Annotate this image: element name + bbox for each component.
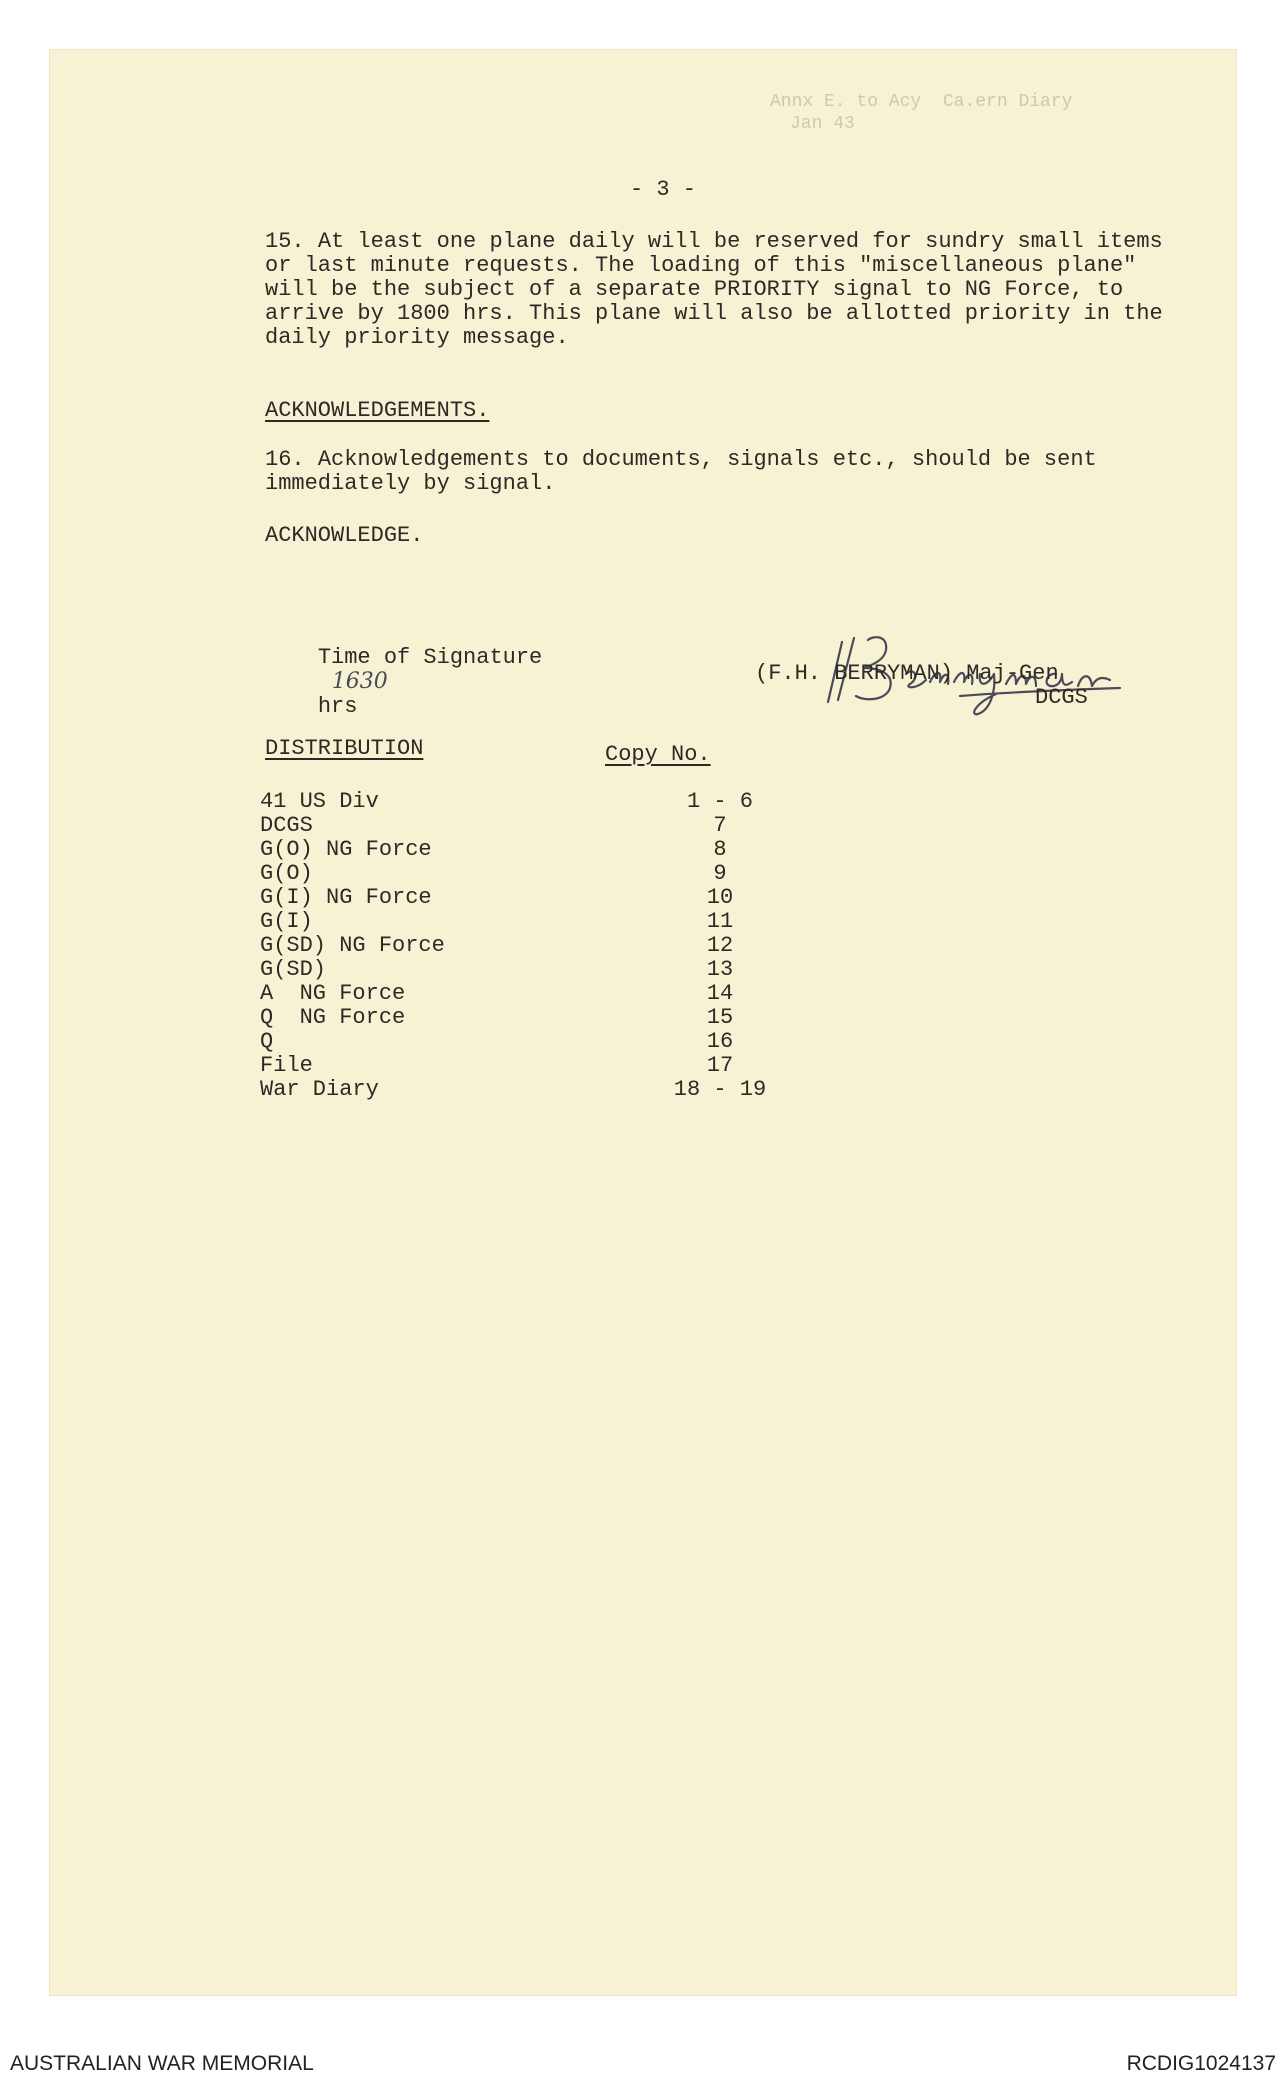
paragraph-15 bbox=[265, 230, 1195, 350]
distribution-row bbox=[260, 790, 780, 814]
distribution-row bbox=[260, 1054, 780, 1078]
distribution-recipient: G(SD) bbox=[260, 957, 327, 982]
distribution-copy-number: 1 - 6 bbox=[686, 789, 753, 814]
faint-header-line1: Annx E. to Acy Ca.ern Diary bbox=[770, 92, 1073, 112]
distribution-recipient: File bbox=[260, 1053, 313, 1078]
acknowledge-line: ACKNOWLEDGE. bbox=[265, 523, 424, 548]
acknowledgements-heading: ACKNOWLEDGEMENTS. bbox=[265, 398, 490, 423]
distribution-recipient: DCGS bbox=[260, 813, 313, 838]
distribution-row bbox=[260, 862, 780, 886]
distribution-row bbox=[260, 1030, 780, 1054]
time-of-signature-value: 1630 bbox=[331, 669, 388, 694]
distribution-copy-number: 17 bbox=[706, 1053, 734, 1078]
distribution-row bbox=[260, 934, 780, 958]
faint-header-line2: Jan 43 bbox=[790, 114, 855, 134]
distribution-row bbox=[260, 886, 780, 910]
paragraph-15-number: 15. bbox=[265, 229, 305, 254]
paragraph-16-number: 16. bbox=[265, 447, 305, 472]
distribution-recipient: 41 US Div bbox=[260, 789, 379, 814]
paragraph-15-text: At least one plane daily will be reserved for sundry small items or last minute requests. The loading of this "miscellaneous plane" will be the subject of a separate PRIORITY signal to NG Force, to arrive by 1800 hrs. This plane will also be allotted priority in the daily priority message. bbox=[265, 229, 1163, 350]
footer-left: AUSTRALIAN WAR MEMORIAL bbox=[10, 2052, 314, 2075]
distribution-row bbox=[260, 910, 780, 934]
distribution-copy-number: 8 bbox=[713, 837, 727, 862]
distribution-copy-number: 11 bbox=[706, 909, 734, 934]
distribution-row bbox=[260, 982, 780, 1006]
distribution-copy-number: 10 bbox=[706, 885, 734, 910]
distribution-recipient: G(I) NG Force bbox=[260, 885, 432, 910]
distribution-row bbox=[260, 838, 780, 862]
document-page bbox=[50, 50, 1236, 1995]
distribution-recipient: War Diary bbox=[260, 1077, 379, 1102]
distribution-heading: DISTRIBUTION bbox=[265, 736, 424, 761]
paragraph-16-text: Acknowledgements to documents, signals etc., should be sent immediately by signal. bbox=[265, 447, 1097, 496]
distribution-recipient: G(O) NG Force bbox=[260, 837, 432, 862]
distribution-recipient: G(SD) NG Force bbox=[260, 933, 445, 958]
distribution-copy-number: 14 bbox=[706, 981, 734, 1006]
distribution-row bbox=[260, 958, 780, 982]
distribution-recipient: Q bbox=[260, 1029, 274, 1054]
distribution-copy-number: 12 bbox=[706, 933, 734, 958]
distribution-row bbox=[260, 1006, 780, 1030]
distribution-copy-number: 9 bbox=[713, 861, 727, 886]
distribution-recipient: Q NG Force bbox=[260, 1005, 406, 1030]
distribution-copy-number: 13 bbox=[706, 957, 734, 982]
distribution-recipient: G(I) bbox=[260, 909, 313, 934]
footer-right: RCDIG1024137 bbox=[1126, 2052, 1276, 2075]
distribution-recipient: G(O) bbox=[260, 861, 313, 886]
paragraph-16 bbox=[265, 448, 1195, 496]
time-of-signature-unit: hrs bbox=[317, 694, 358, 719]
distribution-row bbox=[260, 1078, 780, 1102]
distribution-copy-number: 16 bbox=[706, 1029, 734, 1054]
distribution-copy-number: 15 bbox=[706, 1005, 734, 1030]
time-of-signature-label: Time of Signature bbox=[317, 645, 543, 670]
distribution-row bbox=[260, 814, 780, 838]
signatory-name: (F.H. BERRYMAN) Maj-Gen bbox=[755, 661, 1059, 686]
copy-no-heading: Copy No. bbox=[605, 742, 711, 767]
time-of-signature bbox=[265, 622, 542, 743]
page-number: - 3 - bbox=[630, 177, 697, 202]
signatory-title: DCGS bbox=[1035, 685, 1088, 710]
distribution-copy-number: 18 - 19 bbox=[673, 1077, 767, 1102]
distribution-copy-number: 7 bbox=[713, 813, 727, 838]
distribution-recipient: A NG Force bbox=[260, 981, 406, 1006]
